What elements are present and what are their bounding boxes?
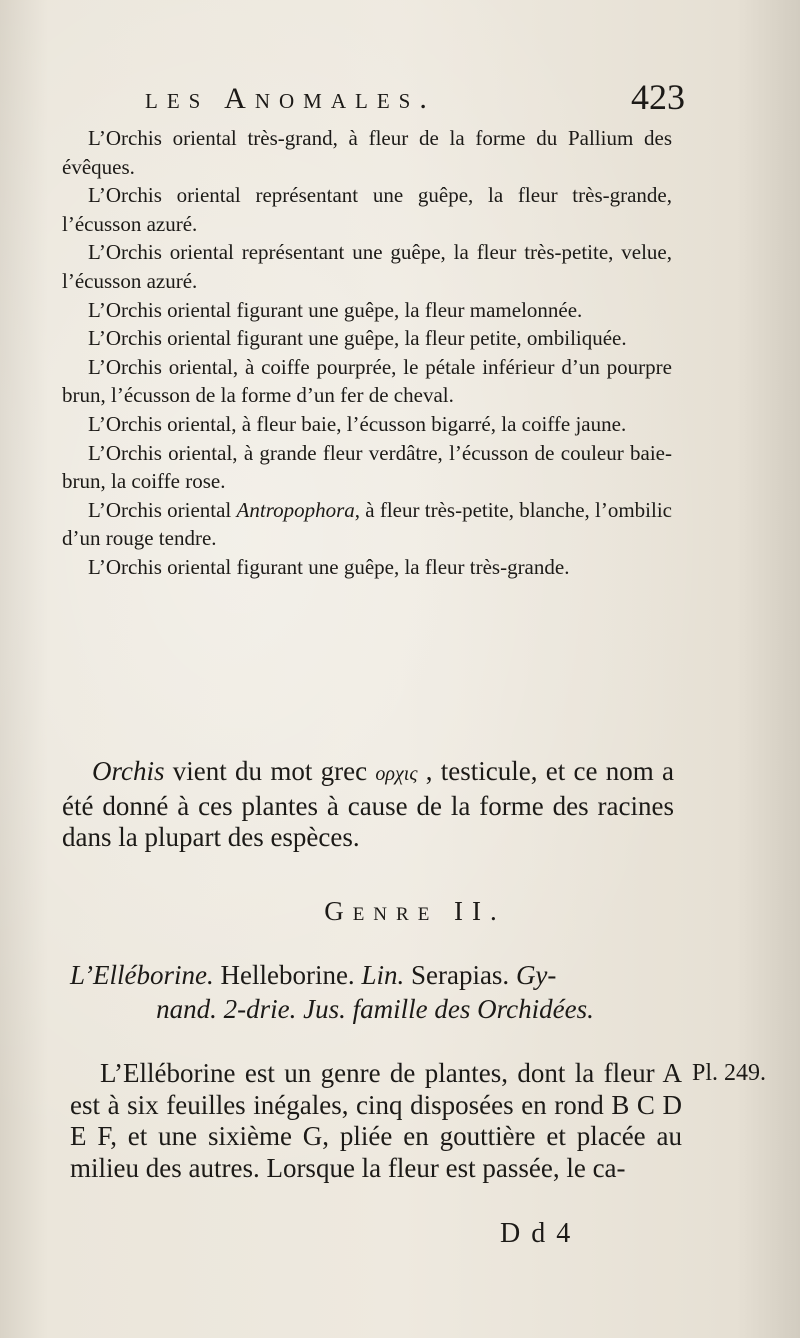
signature-mark: D d 4 — [500, 1218, 573, 1249]
species-entry: L’Orchis oriental, à coiffe pourprée, le pétale inférieur d’un pourpre brun, l’écusson de la forme d’un fer de cheval. — [62, 354, 672, 408]
species-entry: L’Orchis oriental représentant une guêpe, la fleur très-grande, l’écusson azuré. — [62, 183, 672, 236]
genus-french-name: L’Elléborine. — [70, 960, 214, 990]
section-heading: Genre II. — [324, 896, 506, 926]
species-entry: L’Orchis oriental figurant une guêpe, la fleur très-grande. — [88, 554, 570, 579]
linnaeus-ref: Lin. — [361, 960, 405, 990]
plate-reference: Pl. 249. — [692, 1060, 767, 1086]
etymology-text: vient du mot grec — [172, 756, 368, 786]
page-number: 423 — [631, 77, 685, 117]
etymology-word: Orchis — [92, 756, 165, 786]
species-entry: L’Orchis oriental, à grande fleur verdâtre, l’écusson de couleur baie-brun, la coiffe rose. — [62, 440, 672, 494]
entry-prefix: L’Orchis oriental — [88, 497, 232, 522]
genus-class-start: Gy- — [515, 960, 557, 990]
species-entry: L’Orchis oriental figurant une guêpe, la fleur mamelonnée. — [88, 297, 583, 322]
species-entry: L’Orchis oriental représentant une guêpe, la fleur très-petite, velue, l’écusson azuré. — [62, 240, 672, 293]
entry-suffix: , à fleur très-petite, blanche, l’ombilic d’un rouge tendre. — [62, 497, 672, 551]
genus-serapias: Serapias. — [410, 960, 510, 990]
running-title: les Anomales. — [145, 82, 436, 115]
running-head — [145, 76, 685, 116]
description-text: L’Elléborine est un genre de plantes, dont la fleur A est à six feuilles inégales, cinq disposées en rond B C D E F, et une sixième G, pliée en gouttière et placée au milieu des autres. Lorsque la fleur est passée, le ca- — [70, 1058, 682, 1183]
species-entry: L’Orchis oriental très-grand, à fleur de la forme du Pallium des évêques. — [62, 126, 672, 179]
genus-classification: nand. 2-drie. Jus. famille des Orchidées. — [156, 994, 594, 1024]
etymology-paragraph — [62, 756, 674, 854]
species-entry: L’Orchis oriental figurant une guêpe, la fleur petite, ombiliquée. — [88, 326, 627, 351]
species-entry-antropophora — [62, 496, 672, 553]
species-name-italic: Antropophora — [236, 497, 355, 522]
etymology-text: , testicule, et ce nom a été donné à ces plantes à cause de la forme des racines dans la plupart des espèces. — [62, 756, 675, 853]
description-paragraph — [70, 1058, 682, 1184]
species-list — [62, 124, 672, 582]
greek-word: ορχις — [375, 763, 418, 785]
genus-latin-name: Helleborine. — [220, 960, 355, 990]
species-entry: L’Orchis oriental, à fleur baie, l’écusson bigarré, la coiffe jaune. — [88, 411, 627, 436]
genus-heading — [70, 958, 680, 1026]
